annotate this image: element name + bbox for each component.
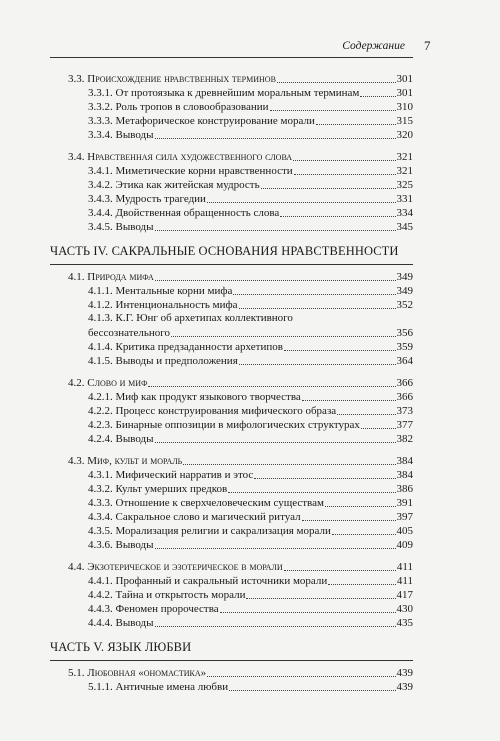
toc-entry-4-1-3-line1[interactable]: 4.1.3. К.Г. Юнг об архетипах коллективного <box>88 312 293 324</box>
toc-entry-4-3-4[interactable] <box>88 510 413 524</box>
toc-page-ref: 366 <box>396 377 413 389</box>
toc-title: 3.3.1. От протоязыка к древнейшим моральным терминам <box>88 87 360 99</box>
dot-leader <box>284 350 396 351</box>
dot-leader <box>239 308 396 309</box>
toc-entry-3-3-4[interactable] <box>88 128 413 142</box>
toc-title: 4.4.3. Феномен пророчества <box>88 603 219 615</box>
toc-title: 5.1.1. Античные имена любви <box>88 681 229 693</box>
toc-entry-4-1-3[interactable] <box>88 326 413 340</box>
dot-leader <box>229 690 395 691</box>
toc-title: 3.3.4. Выводы <box>88 129 154 141</box>
dot-leader <box>254 478 395 479</box>
toc-entry-4-3-2[interactable] <box>88 482 413 496</box>
toc-title: 4.2.2. Процесс конструирования мифического образа <box>88 405 337 417</box>
toc-page-ref: 301 <box>396 73 413 85</box>
dot-leader <box>302 520 396 521</box>
toc-page-ref: 321 <box>396 151 413 163</box>
dot-leader <box>302 400 396 401</box>
dot-leader <box>360 96 395 97</box>
toc-title: 4.4. Экзотерическое и эзотерическое в морали <box>68 561 283 573</box>
toc-title: бессознательного <box>88 327 171 339</box>
dot-leader <box>155 548 396 549</box>
toc-page-ref: 405 <box>396 525 413 537</box>
toc-entry-3-4-1[interactable] <box>88 164 413 178</box>
toc-title: 4.3.6. Выводы <box>88 539 154 551</box>
toc-page-ref: 382 <box>396 433 413 445</box>
dot-leader <box>316 124 396 125</box>
section-rule <box>50 660 413 661</box>
toc-entry-4-3-3[interactable] <box>88 496 413 510</box>
dot-leader <box>171 336 395 337</box>
dot-leader <box>220 612 396 613</box>
page-number: 7 <box>424 38 431 53</box>
toc-title: 4.4.1. Профанный и сакральный источники морали <box>88 575 328 587</box>
toc-entry-4-1-4[interactable] <box>88 340 413 354</box>
dot-leader <box>155 138 396 139</box>
toc-page-ref: 320 <box>396 129 413 141</box>
toc-title: 4.4.2. Тайна и открытость морали <box>88 589 246 601</box>
toc-title: 4.1. Природа мифа <box>68 271 154 283</box>
toc-entry-4-1-2[interactable] <box>88 298 413 312</box>
toc-entry-3-4-3[interactable] <box>88 192 413 206</box>
toc-entry-4-3-6[interactable] <box>88 538 413 552</box>
dot-leader <box>270 110 396 111</box>
dot-leader <box>155 280 396 281</box>
toc-title: 4.1.5. Выводы и предположения <box>88 355 238 367</box>
toc-title: 4.2.3. Бинарные оппозиции в мифологических структурах <box>88 419 360 431</box>
toc-page-ref: 315 <box>396 115 413 127</box>
toc-page-ref: 352 <box>396 299 413 311</box>
toc-page-ref: 391 <box>396 497 413 509</box>
toc-page-ref: 409 <box>396 539 413 551</box>
toc-title: 4.3.4. Сакральное слово и магический ритуал <box>88 511 301 523</box>
toc-page-ref: 397 <box>396 511 413 523</box>
toc-title: 4.2.1. Миф как продукт языкового творчества <box>88 391 301 403</box>
toc-title: 3.3.2. Роль тропов в словообразовании <box>88 101 269 113</box>
dot-leader <box>277 82 396 83</box>
dot-leader <box>155 230 396 231</box>
toc-title: 4.3.2. Культ умерших предков <box>88 483 228 495</box>
toc-title: 3.3.3. Метафорическое конструирование морали <box>88 115 315 127</box>
toc-page-ref: 359 <box>396 341 413 353</box>
dot-leader <box>228 492 395 493</box>
dot-leader <box>325 506 396 507</box>
toc-page-ref: 349 <box>396 285 413 297</box>
running-title: Содержание <box>342 40 405 52</box>
toc-title: 4.3.3. Отношение к сверхчеловеческим существам <box>88 497 324 509</box>
toc-entry-4-2-4[interactable] <box>88 432 413 446</box>
toc-page-ref: 384 <box>396 469 413 481</box>
toc-page-ref: 334 <box>396 207 413 219</box>
toc-page-ref: 345 <box>396 221 413 233</box>
toc-page-ref: 435 <box>396 617 413 629</box>
dot-leader <box>337 414 395 415</box>
toc-entry-3-3[interactable] <box>68 72 413 86</box>
toc-page-ref: 366 <box>396 391 413 403</box>
toc-entry-4-4-4[interactable] <box>88 616 413 630</box>
dot-leader <box>239 364 396 365</box>
dot-leader <box>207 676 395 677</box>
toc-page-ref: 325 <box>396 179 413 191</box>
toc-page-ref: 411 <box>396 561 413 573</box>
dot-leader <box>148 386 395 387</box>
toc-title: 4.1.2. Интенциональность мифа <box>88 299 238 311</box>
dot-leader <box>233 294 395 295</box>
toc-entry-4-4[interactable] <box>68 560 413 574</box>
toc-page-ref: 321 <box>396 165 413 177</box>
toc-entry-4-1-1[interactable] <box>88 284 413 298</box>
toc-entry-4-2-3[interactable] <box>88 418 413 432</box>
toc-entry-4-1-5[interactable] <box>88 354 413 368</box>
toc-entry-3-4-4[interactable] <box>88 206 413 220</box>
part-heading-4[interactable]: ЧАСТЬ IV. САКРАЛЬНЫЕ ОСНОВАНИЯ НРАВСТВЕННОСТИ <box>50 244 399 258</box>
toc-title: 4.2. Слово и миф <box>68 377 148 389</box>
toc-title: 4.3.1. Мифический нарратив и этос <box>88 469 254 481</box>
dot-leader <box>155 626 396 627</box>
toc-title: 3.4.3. Мудрость трагедии <box>88 193 206 205</box>
toc-entry-3-4[interactable] <box>68 150 413 164</box>
toc-entry-3-3-1[interactable] <box>88 86 413 100</box>
dot-leader <box>155 442 396 443</box>
toc-entry-3-4-2[interactable] <box>88 178 413 192</box>
dot-leader <box>207 202 396 203</box>
toc-page-ref: 439 <box>396 681 413 693</box>
toc-title: 3.4.4. Двойственная обращенность слова <box>88 207 280 219</box>
dot-leader <box>332 534 396 535</box>
toc-entry-4-3[interactable] <box>68 454 413 468</box>
dot-leader <box>183 464 395 465</box>
toc-title: 4.4.4. Выводы <box>88 617 154 629</box>
toc-page-ref: 411 <box>396 575 413 587</box>
dot-leader <box>284 570 396 571</box>
toc-title: 3.4.1. Миметические корни нравственности <box>88 165 293 177</box>
dot-leader <box>293 160 395 161</box>
toc-page-ref: 356 <box>396 327 413 339</box>
toc-page-ref: 386 <box>396 483 413 495</box>
section-rule <box>50 264 413 265</box>
toc-title: 3.4.5. Выводы <box>88 221 154 233</box>
toc-entry-4-2[interactable] <box>68 376 413 390</box>
toc-title: 3.3. Происхождение нравственных терминов <box>68 73 276 85</box>
toc-entry-3-3-2[interactable] <box>88 100 413 114</box>
dot-leader <box>361 428 396 429</box>
toc-page-ref: 439 <box>396 667 413 679</box>
toc-page-ref: 364 <box>396 355 413 367</box>
toc-title: 3.4.2. Этика как житейская мудрость <box>88 179 260 191</box>
dot-leader <box>328 584 396 585</box>
toc-entry-3-4-5[interactable] <box>88 220 413 234</box>
toc-page-ref: 430 <box>396 603 413 615</box>
toc-entry-5-1[interactable] <box>68 666 413 680</box>
toc-page-ref: 384 <box>396 455 413 467</box>
toc-page-ref: 310 <box>396 101 413 113</box>
toc-title: 4.2.4. Выводы <box>88 433 154 445</box>
toc-page-ref: 373 <box>396 405 413 417</box>
toc-title: 4.3.5. Морализация религии и сакрализация морали <box>88 525 331 537</box>
toc-title: 3.4. Нравственная сила художественного слова <box>68 151 293 163</box>
toc-entry-4-3-5[interactable] <box>88 524 413 538</box>
toc-entry-4-2-2[interactable] <box>88 404 413 418</box>
toc-page-ref: 349 <box>396 271 413 283</box>
toc-page-ref: 301 <box>396 87 413 99</box>
dot-leader <box>294 174 396 175</box>
toc-entry-4-4-1[interactable] <box>88 574 413 588</box>
toc-entry-3-3-3[interactable] <box>88 114 413 128</box>
toc-title: 4.1.4. Критика предзаданности архетипов <box>88 341 283 353</box>
dot-leader <box>246 598 395 599</box>
toc-entry-4-1[interactable] <box>68 270 413 284</box>
toc-entry-4-4-3[interactable] <box>88 602 413 616</box>
toc-entry-4-3-1[interactable] <box>88 468 413 482</box>
dot-leader <box>261 188 396 189</box>
part-heading-5[interactable]: ЧАСТЬ V. ЯЗЫК ЛЮБВИ <box>50 640 192 654</box>
toc-title: 5.1. Любовная «ономастика» <box>68 667 207 679</box>
toc-entry-5-1-1[interactable] <box>88 680 413 694</box>
dot-leader <box>280 216 395 217</box>
toc-entry-4-4-2[interactable] <box>88 588 413 602</box>
toc-title: 4.1.1. Ментальные корни мифа <box>88 285 233 297</box>
toc-entry-4-2-1[interactable] <box>88 390 413 404</box>
toc-title: 4.3. Миф, культ и мораль <box>68 455 183 467</box>
toc-page-ref: 331 <box>396 193 413 205</box>
toc-page-ref: 417 <box>396 589 413 601</box>
toc-page-ref: 377 <box>396 419 413 431</box>
